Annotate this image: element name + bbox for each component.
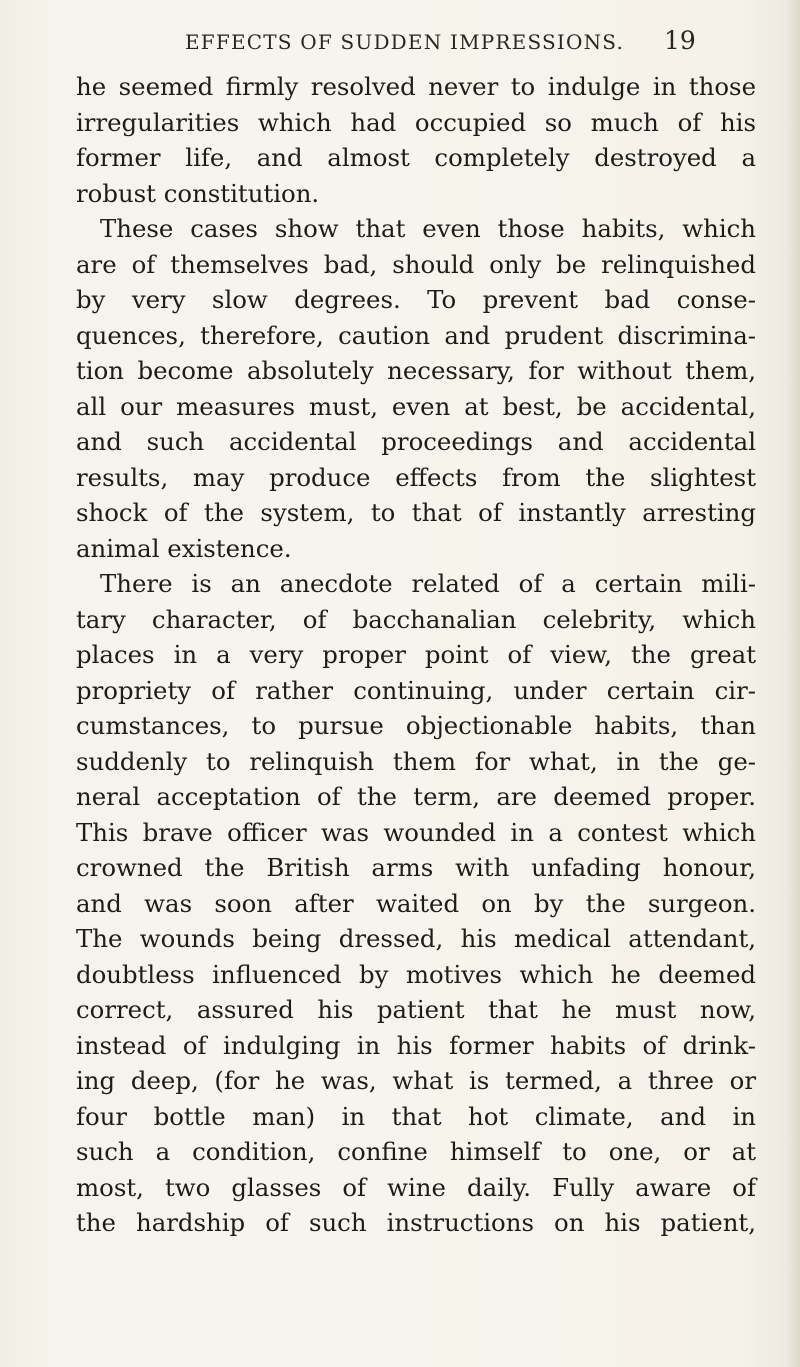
text-line: animal existence.	[76, 533, 292, 563]
running-head: EFFECTS OF SUDDEN IMPRESSIONS.	[185, 30, 625, 54]
text-line: crowned the British arms with unfading honour,	[76, 853, 756, 882]
text-line: This brave officer was wounded in a contest which	[76, 817, 756, 847]
text-line: These cases show that even those habits, which	[100, 214, 756, 243]
text-line: and such accidental proceedings and accidental	[76, 427, 756, 456]
text-line: cumstances, to pursue objectionable habits, than	[76, 711, 756, 740]
text-line: The wounds being dressed, his medical attendant,	[76, 924, 756, 953]
text-line: all our measures must, even at best, be accidental,	[76, 391, 756, 421]
page-header	[0, 18, 800, 58]
text-line: ing deep, (for he was, what is termed, a three or	[76, 1066, 756, 1095]
text-line: the hardship of such instructions on his patient,	[76, 1208, 756, 1237]
text-line: such a condition, confine himself to one, or at	[76, 1137, 756, 1166]
text-line: quences, therefore, caution and prudent discrimina-	[76, 320, 756, 350]
text-line: four bottle man) in that hot climate, and in	[76, 1101, 756, 1131]
page-edge-shadow	[786, 0, 800, 1367]
text-line: results, may produce effects from the slightest	[76, 462, 756, 492]
body-text	[76, 69, 756, 1241]
text-line: former life, and almost completely destroyed a	[76, 143, 756, 172]
text-line: correct, assured his patient that he must now,	[76, 995, 756, 1024]
text-line: There is an anecdote related of a certain mili-	[100, 569, 756, 598]
text-line: places in a very proper point of view, the great	[76, 640, 756, 669]
text-line: and was soon after waited on by the surgeon.	[76, 888, 756, 918]
text-line: instead of indulging in his former habits of drink-	[76, 1030, 756, 1060]
text-line: most, two glasses of wine daily. Fully aware of	[76, 1172, 756, 1202]
page-number: 19	[664, 26, 696, 55]
text-line: doubtless influenced by motives which he deemed	[76, 959, 756, 989]
text-line: tion become absolutely necessary, for without them,	[76, 356, 756, 385]
text-line: tary character, of bacchanalian celebrity, which	[76, 604, 756, 634]
text-line: suddenly to relinquish them for what, in the ge-	[76, 746, 756, 776]
text-line: shock of the system, to that of instantly arresting	[76, 498, 756, 527]
text-line: by very slow degrees. To prevent bad conse-	[76, 285, 756, 314]
text-line: irregularities which had occupied so much of his	[76, 107, 756, 137]
text-line: robust constitution.	[76, 178, 320, 208]
text-line: neral acceptation of the term, are deemed proper.	[76, 782, 756, 811]
text-line: are of themselves bad, should only be relinquished	[76, 249, 756, 279]
text-line: he seemed firmly resolved never to indulge in those	[76, 72, 756, 101]
text-line: propriety of rather continuing, under certain cir-	[76, 675, 756, 705]
